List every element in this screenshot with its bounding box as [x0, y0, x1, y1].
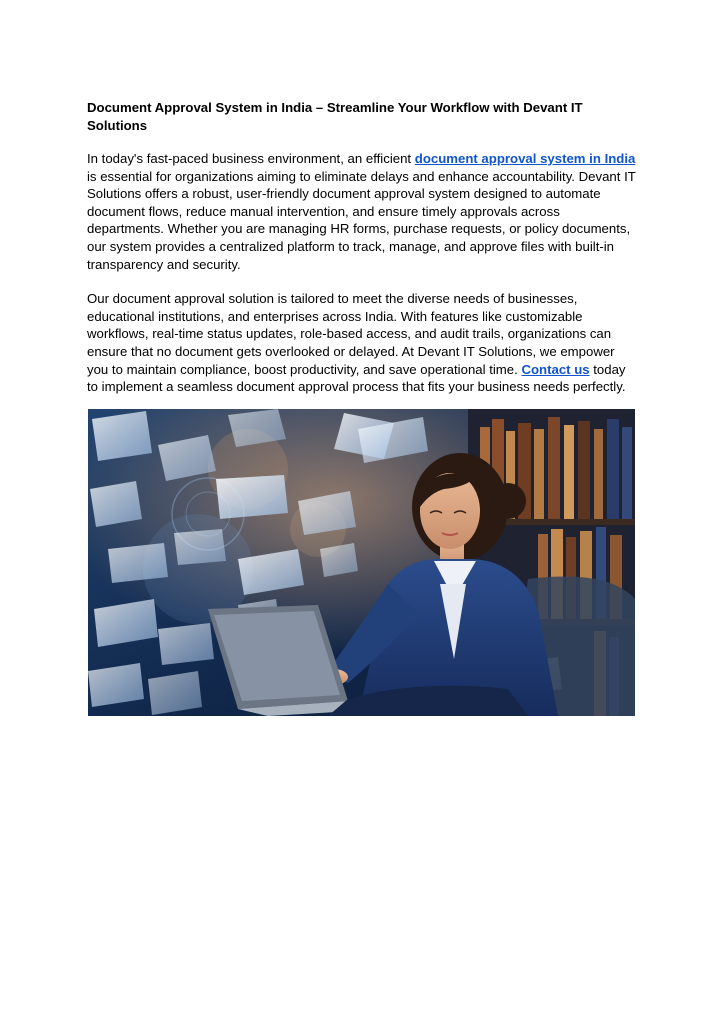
contact-us-link[interactable]: Contact us [521, 361, 590, 377]
intro-text-before: In today's fast-paced business environment, an efficient [87, 151, 415, 166]
document-body [87, 99, 636, 413]
intro-text-after: is essential for organizations aiming to eliminate delays and enhance accountability. Devant IT Solutions offers a robust, user-friendly document approval system designed to automate document flows, reduce manual intervention, and ensure timely approvals across departments. Whether you are managing HR forms, purchase requests, or policy documents, our system provides a centralized platform to track, manage, and approve files with built-in transparency and security. [87, 168, 636, 272]
hero-image [88, 409, 635, 716]
solution-text-before: Our document approval solution is tailored to meet the diverse needs of businesses, educational institutions, and enterprises across India. With features like customizable workflows, real-time status updates, role-based access, and audit trails, organizations can ensure that no document gets overlooked or delayed. At Devant IT Solutions, we empower you to maintain compliance, boost productivity, and save operational time. [87, 291, 615, 377]
intro-paragraph [87, 150, 636, 273]
document-title: Document Approval System in India – Streamline Your Workflow with Devant IT Solutions [87, 100, 583, 133]
solution-text-after: today to implement a seamless document approval process that fits your business needs perfectly. [87, 361, 626, 395]
businesswoman-laptop-illustration-icon [88, 409, 635, 716]
solution-paragraph [87, 290, 636, 396]
document-approval-link[interactable]: document approval system in India [414, 151, 636, 166]
